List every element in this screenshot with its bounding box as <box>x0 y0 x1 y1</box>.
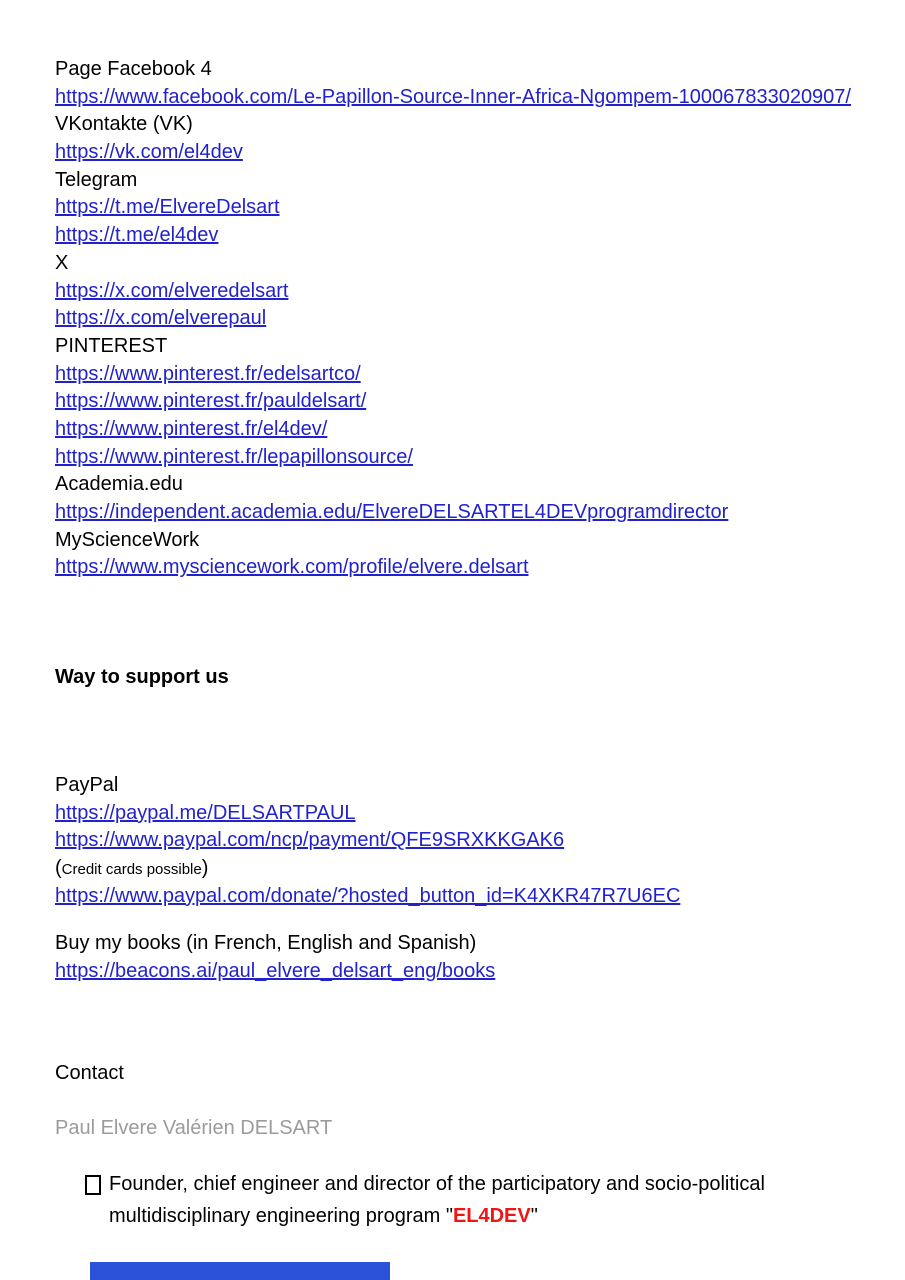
text-label: VKontakte (VK) <box>55 113 193 136</box>
paren-close: ) <box>201 857 209 880</box>
paren-open: ( <box>55 857 62 880</box>
checkbox-bullet-icon <box>85 1175 101 1195</box>
text-label: MyScienceWork <box>55 528 200 551</box>
url-link[interactable]: https://t.me/el4dev <box>55 224 219 247</box>
text-label: PINTEREST <box>55 334 168 357</box>
role-text-before: Founder, chief engineer and director of the participatory and socio-political multidisciplinary engineering program " <box>109 1173 765 1227</box>
url-link[interactable]: https://www.pinterest.fr/pauldelsart/ <box>55 390 367 413</box>
contact-name: Paul Elvere Valérien DELSART <box>55 1117 333 1139</box>
paypal-label: PayPal <box>55 774 119 796</box>
role-text <box>109 1168 845 1232</box>
url-link[interactable]: https://vk.com/el4dev <box>55 141 243 164</box>
url-link[interactable]: https://www.pinterest.fr/lepapillonsource/ <box>55 445 413 468</box>
support-heading: Way to support us <box>55 666 229 688</box>
url-link[interactable]: https://www.facebook.com/Le-Papillon-Source-Inner-Africa-Ngompem-100067833020907/ <box>55 85 851 108</box>
text-label: Telegram <box>55 168 138 191</box>
books-section <box>55 930 495 985</box>
credit-cards-note-text: Credit cards possible <box>61 861 202 879</box>
el4dev-highlight: EL4DEV <box>452 1205 531 1227</box>
paypal-section <box>55 772 680 910</box>
url-link[interactable]: https://x.com/elveredelsart <box>55 279 289 302</box>
paypal-ncp-link[interactable]: https://www.paypal.com/ncp/payment/QFE9SRXKKGAK6 <box>55 829 565 852</box>
paypal-me-link[interactable]: https://paypal.me/DELSARTPAUL <box>55 801 356 824</box>
url-link[interactable]: https://www.mysciencework.com/profile/elvere.delsart <box>55 556 529 579</box>
url-link[interactable]: https://independent.academia.edu/ElvereDELSARTEL4DEVprogramdirector <box>55 501 729 523</box>
text-label: Academia.edu <box>55 473 183 496</box>
contact-heading: Contact <box>55 1062 124 1084</box>
role-bullet-item <box>85 1168 845 1232</box>
books-label: Buy my books (in French, English and Spanish) <box>55 932 477 954</box>
text-label: X <box>55 251 69 274</box>
url-link[interactable]: https://x.com/elverepaul <box>55 307 267 330</box>
url-link[interactable]: https://www.pinterest.fr/el4dev/ <box>55 417 328 440</box>
paypal-donate-link[interactable]: https://www.paypal.com/donate/?hosted_button_id=K4XKR47R7U6EC <box>55 884 681 907</box>
text-label: Page Facebook 4 <box>55 58 212 80</box>
url-link[interactable]: https://t.me/ElvereDelsart <box>55 196 280 219</box>
books-link[interactable]: https://beacons.ai/paul_elvere_delsart_eng/books <box>55 959 496 982</box>
url-link[interactable]: https://www.pinterest.fr/edelsartco/ <box>55 362 361 385</box>
social-links-section <box>55 56 851 582</box>
credit-cards-note <box>55 855 680 883</box>
role-text-after: " <box>530 1205 538 1227</box>
cropped-blue-banner <box>90 1262 390 1280</box>
